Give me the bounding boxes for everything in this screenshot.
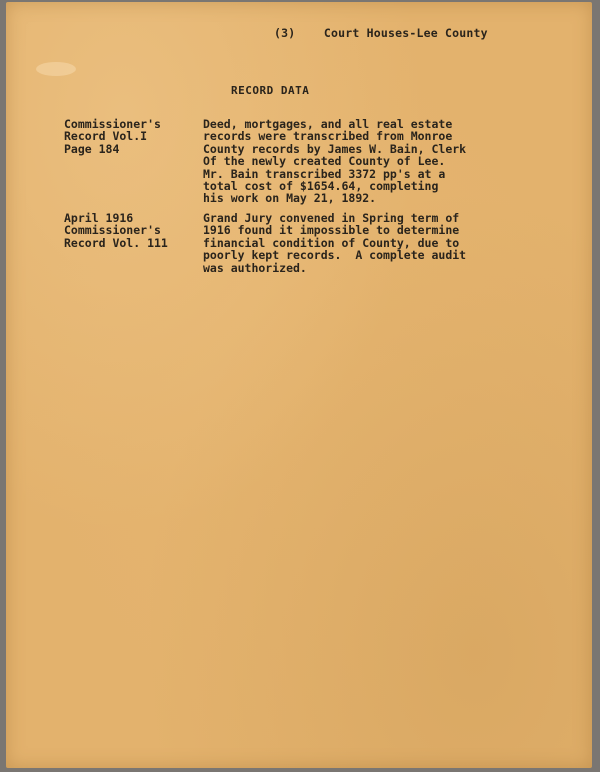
description-line: financial condition of County, due to: [203, 235, 460, 250]
document-page: [6, 2, 592, 768]
description-line: Of the newly created County of Lee.: [203, 154, 446, 169]
header-title: Court Houses-Lee County: [323, 26, 488, 40]
page-header: [274, 26, 488, 40]
description-line: poorly kept records. A complete audit: [203, 248, 467, 263]
description-line: was authorized.: [203, 260, 307, 275]
reference-line: April 1916: [64, 211, 134, 225]
reference-line: Record Vol. 111: [64, 235, 168, 250]
record-description: [203, 212, 503, 274]
description-line: Mr. Bain transcribed 3372 pp's at a: [203, 166, 446, 181]
description-line: total cost of $1654.64, completing: [203, 179, 439, 194]
description-line: his work on May 21, 1892.: [203, 191, 377, 206]
description-line: County records by James W. Bain, Clerk: [203, 141, 467, 156]
reference-line: Commissioner's: [64, 223, 161, 238]
description-line: Grand Jury convened in Spring term of: [203, 211, 460, 225]
record-description: [203, 118, 503, 205]
reference-line: Commissioner's: [64, 117, 161, 131]
paper-stain: [36, 62, 76, 76]
description-line: 1916 found it impossible to determine: [203, 223, 460, 238]
reference-line: Page 184: [64, 141, 120, 156]
reference-line: Record Vol.I: [64, 129, 148, 144]
record-reference: [64, 212, 194, 249]
description-line: Deed, mortgages, and all real estate: [203, 117, 453, 131]
section-title: RECORD DATA: [231, 84, 310, 97]
page-number: (3): [274, 26, 296, 40]
record-reference: [64, 118, 194, 155]
description-line: records were transcribed from Monroe: [203, 129, 453, 144]
